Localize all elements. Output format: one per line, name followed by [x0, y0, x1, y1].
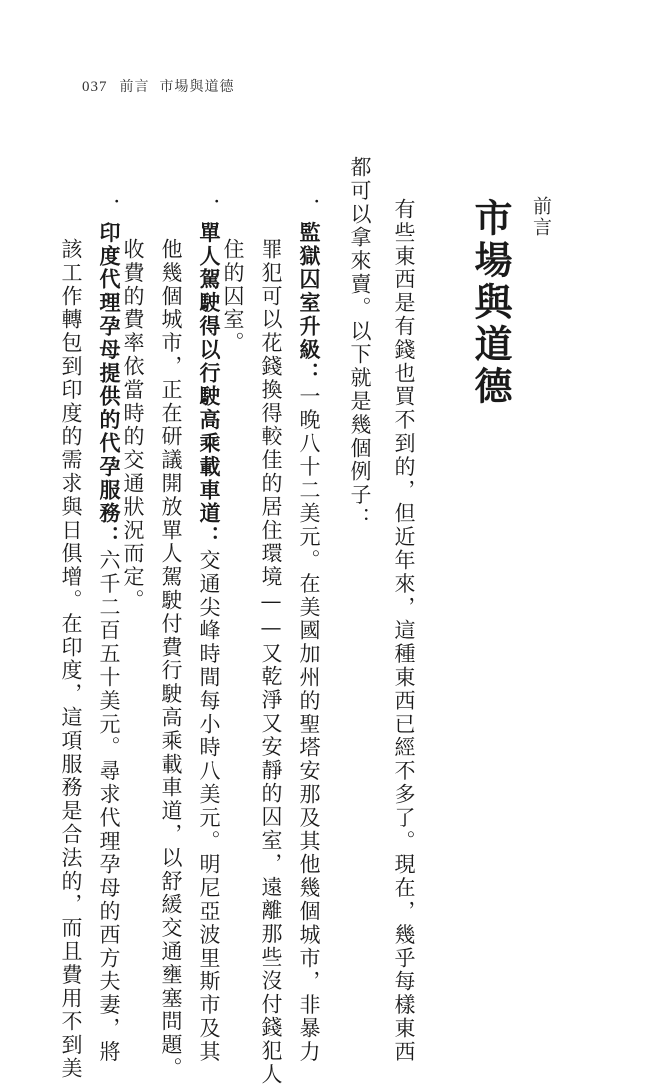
list-item-1-keyword: 監獄囚室升級：	[297, 221, 322, 386]
intro-line-2: 都可以拿來賣。以下就是幾個例子：	[348, 156, 372, 531]
list-item-3-line-2: 該工作轉包到印度的需求與日俱增。在印度，這項服務是合法的，而且費用不到美	[59, 238, 83, 1081]
list-item-2-line-1	[198, 198, 220, 1064]
bullet: ．	[97, 198, 121, 222]
list-item-2-line-3: 收費的費率依當時的交通狀況而定。	[121, 238, 145, 613]
list-item-1-text: 一晚八十二美元。在美國加州的聖塔安那及其他幾個城市，非暴力	[297, 385, 321, 1064]
list-item-3-text: 六千二百五十美元。尋求代理孕母的西方夫妻，將	[97, 549, 121, 1064]
list-item-3-keyword: 印度代理孕母提供的代孕服務：	[97, 221, 122, 550]
list-item-2-keyword: 單人駕駛得以行駛高乘載車道：	[197, 221, 222, 550]
header-section: 前言	[119, 79, 150, 95]
intro-line-1: 有些東西是有錢也買不到的，但近年來，這種東西已經不多了。現在，幾乎每樣東西	[392, 198, 416, 1064]
list-item-3-line-1	[98, 198, 120, 1064]
list-item-1-line-1	[298, 198, 320, 1064]
list-item-1-line-2: 罪犯可以花錢換得較佳的居住環境——又乾淨又安靜的囚室，遠離那些沒付錢犯人	[259, 238, 283, 1086]
section-label: 前言	[530, 196, 552, 238]
list-item-2-text: 交通尖峰時間每小時八美元。明尼亞波里斯市及其	[197, 549, 221, 1064]
list-item-1-line-3: 住的囚室。	[221, 238, 245, 355]
running-header	[82, 76, 235, 96]
header-book-title: 市場與道德	[159, 79, 235, 95]
bullet: ．	[297, 198, 321, 222]
page-number: 037	[82, 79, 108, 95]
bullet: ．	[197, 198, 221, 222]
list-item-2-line-2: 他幾個城市，正在研議開放單人駕駛付費行駛高乘載車道，以舒緩交通壅塞問題。	[159, 238, 183, 1081]
chapter-title: 市場與道德	[468, 198, 513, 408]
